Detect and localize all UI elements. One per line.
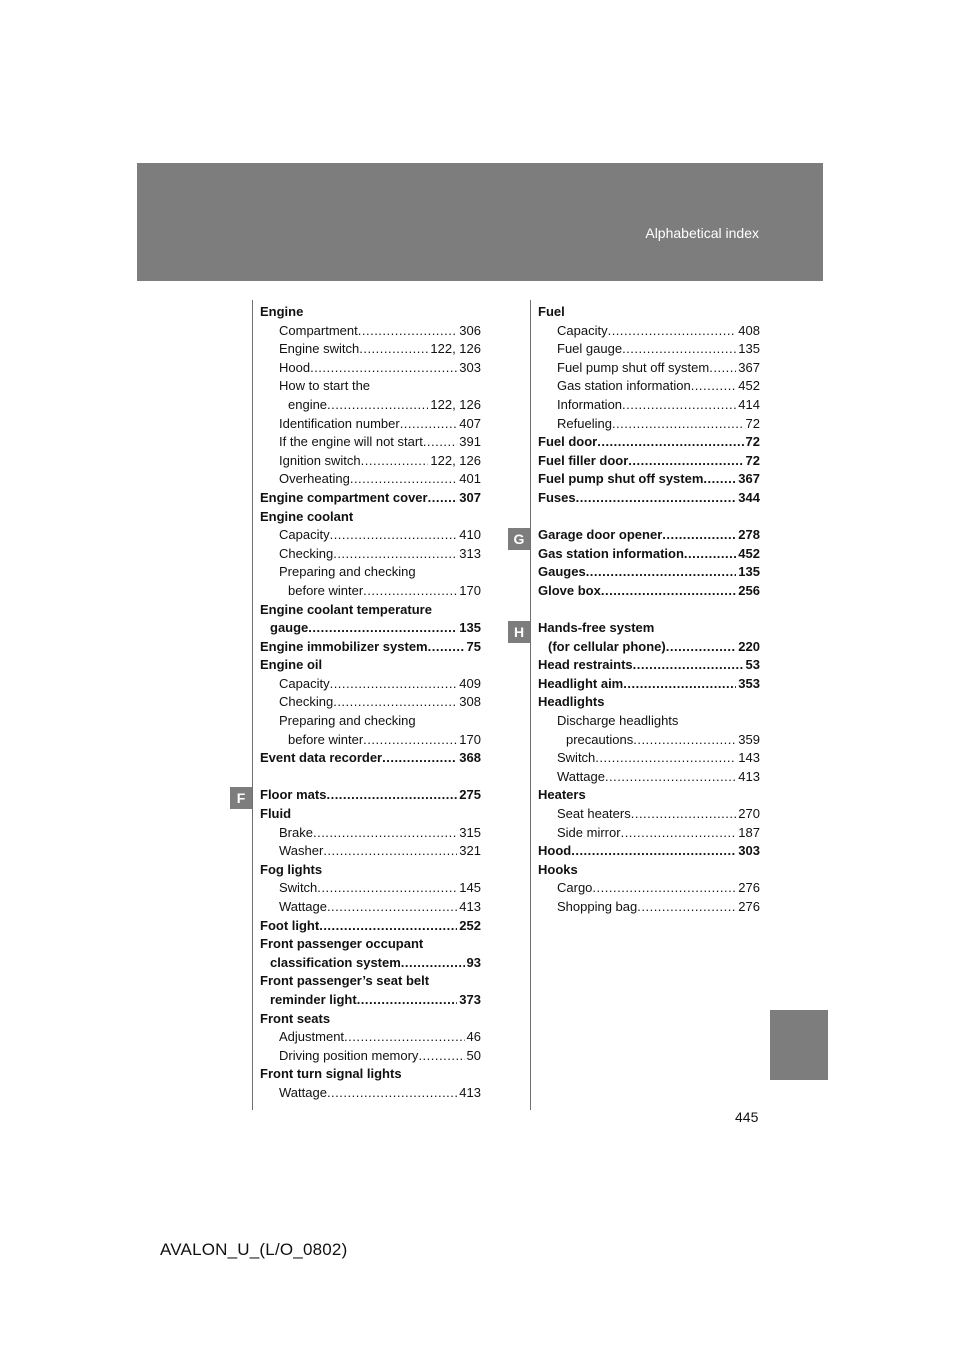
index-entry-main: Fuel pump shut off system ..... 367 — [538, 470, 760, 489]
index-entry: If the engine will not start ..... 391 — [260, 433, 481, 452]
index-entry: Washer ..... 321 — [260, 842, 481, 861]
index-heading: Engine oil — [260, 657, 323, 673]
section-gap — [538, 601, 760, 620]
index-heading: Heaters — [538, 787, 586, 803]
index-entry: Fuel gauge ..... 135 — [538, 340, 760, 359]
index-entry: Wattage ..... 413 — [538, 768, 760, 787]
index-entry: Cargo ..... 276 — [538, 879, 760, 898]
index-entry: Checking ..... 313 — [260, 545, 481, 564]
index-entry: Checking ..... 308 — [260, 693, 481, 712]
index-entry: Switch ..... 145 — [260, 879, 481, 898]
index-entry-main: Head restraints ..... 53 — [538, 656, 760, 675]
index-heading: Front seats — [260, 1010, 331, 1026]
index-entry: Engine switch ..... 122, 126 — [260, 340, 481, 359]
index-entry-main: Gas station information ..... 452 — [538, 545, 760, 564]
index-heading: Hooks — [538, 861, 578, 877]
section-letter-f: F — [230, 787, 252, 809]
index-entry-main: Gauges ..... 135 — [538, 563, 760, 582]
index-entry: before winter ..... 170 — [260, 731, 481, 750]
index-entry: engine ..... 122, 126 — [260, 396, 481, 415]
index-entry-main: Engine immobilizer system ..... 75 — [260, 638, 481, 657]
index-entry-main: Event data recorder ..... 368 — [260, 749, 481, 768]
section-letter-h: H — [508, 621, 530, 643]
column-divider-left — [252, 300, 253, 1110]
index-heading: Fluid — [260, 806, 292, 822]
index-subheading: How to start the — [279, 378, 371, 394]
index-entry-main: Hood ..... 303 — [538, 842, 760, 861]
index-heading: Front passenger occupant — [260, 936, 424, 952]
index-heading: Fuel — [538, 304, 565, 319]
index-entry: Capacity ..... 409 — [260, 675, 481, 694]
section-letter-g: G — [508, 528, 530, 550]
index-entry: before winter ..... 170 — [260, 582, 481, 601]
index-heading: Fog lights — [260, 861, 323, 877]
index-heading: Front turn signal lights — [260, 1066, 402, 1082]
index-entry: Brake ..... 315 — [260, 824, 481, 843]
index-entry-main: (for cellular phone) ..... 220 — [538, 638, 760, 657]
index-entry: Gas station information ..... 452 — [538, 377, 760, 396]
index-entry-main: Floor mats ..... 275 — [260, 786, 481, 805]
index-column-2 — [538, 303, 760, 917]
index-entry-main: Engine compartment cover ..... 307 — [260, 489, 481, 508]
index-entry: Overheating ..... 401 — [260, 470, 481, 489]
index-entry: Identification number ..... 407 — [260, 415, 481, 434]
index-entry-main: gauge ..... 135 — [260, 619, 481, 638]
index-entry: Adjustment ..... 46 — [260, 1028, 481, 1047]
index-entry-main: Glove box ..... 256 — [538, 582, 760, 601]
index-subheading: Preparing and checking — [279, 713, 416, 729]
header-band — [137, 163, 823, 281]
section-gap — [538, 508, 760, 527]
index-entry: Ignition switch ..... 122, 126 — [260, 452, 481, 471]
index-entry: Side mirror ..... 187 — [538, 824, 760, 843]
index-entry-main: Fuel filler door ..... 72 — [538, 452, 760, 471]
index-entry-main: Fuel door ..... 72 — [538, 433, 760, 452]
page-number: 445 — [735, 1109, 759, 1125]
index-entry: Switch ..... 143 — [538, 749, 760, 768]
index-entry: Wattage ..... 413 — [260, 898, 481, 917]
index-entry-main: Fuses ..... 344 — [538, 489, 760, 508]
index-entry-main: Foot light ..... 252 — [260, 917, 481, 936]
index-heading: Engine — [260, 304, 304, 319]
index-column-1 — [260, 303, 481, 1103]
section-thumb-tab — [770, 1010, 828, 1080]
index-entry: Information ..... 414 — [538, 396, 760, 415]
index-entry: Shopping bag ..... 276 — [538, 898, 760, 917]
index-entry: Compartment ..... 306 — [260, 322, 481, 341]
index-subheading: Discharge headlights — [557, 713, 679, 729]
index-entry-main: reminder light ..... 373 — [260, 991, 481, 1010]
index-entry: Capacity ..... 408 — [538, 322, 760, 341]
index-entry-main: classification system ..... 93 — [260, 954, 481, 973]
index-entry: Capacity ..... 410 — [260, 526, 481, 545]
index-entry: precautions ..... 359 — [538, 731, 760, 750]
index-heading: Engine coolant — [260, 508, 354, 524]
index-entry-main: Headlight aim ..... 353 — [538, 675, 760, 694]
index-entry: Wattage ..... 413 — [260, 1084, 481, 1103]
index-heading: Engine coolant temperature — [260, 601, 432, 617]
index-entry: Refueling ..... 72 — [538, 415, 760, 434]
index-heading: Hands-free system — [538, 620, 655, 636]
index-entry: Seat heaters ..... 270 — [538, 805, 760, 824]
index-entry: Fuel pump shut off system ..... 367 — [538, 359, 760, 378]
index-entry-main: Garage door opener ..... 278 — [538, 526, 760, 545]
document-code: AVALON_U_(L/O_0802) — [160, 1240, 348, 1259]
column-divider-middle — [530, 300, 531, 1110]
section-gap — [260, 768, 481, 787]
page-title: Alphabetical index — [645, 225, 759, 241]
index-subheading: Preparing and checking — [279, 564, 416, 580]
index-entry: Driving position memory ..... 50 — [260, 1047, 481, 1066]
index-entry: Hood ..... 303 — [260, 359, 481, 378]
index-heading: Headlights — [538, 694, 605, 710]
index-heading: Front passenger’s seat belt — [260, 973, 430, 989]
